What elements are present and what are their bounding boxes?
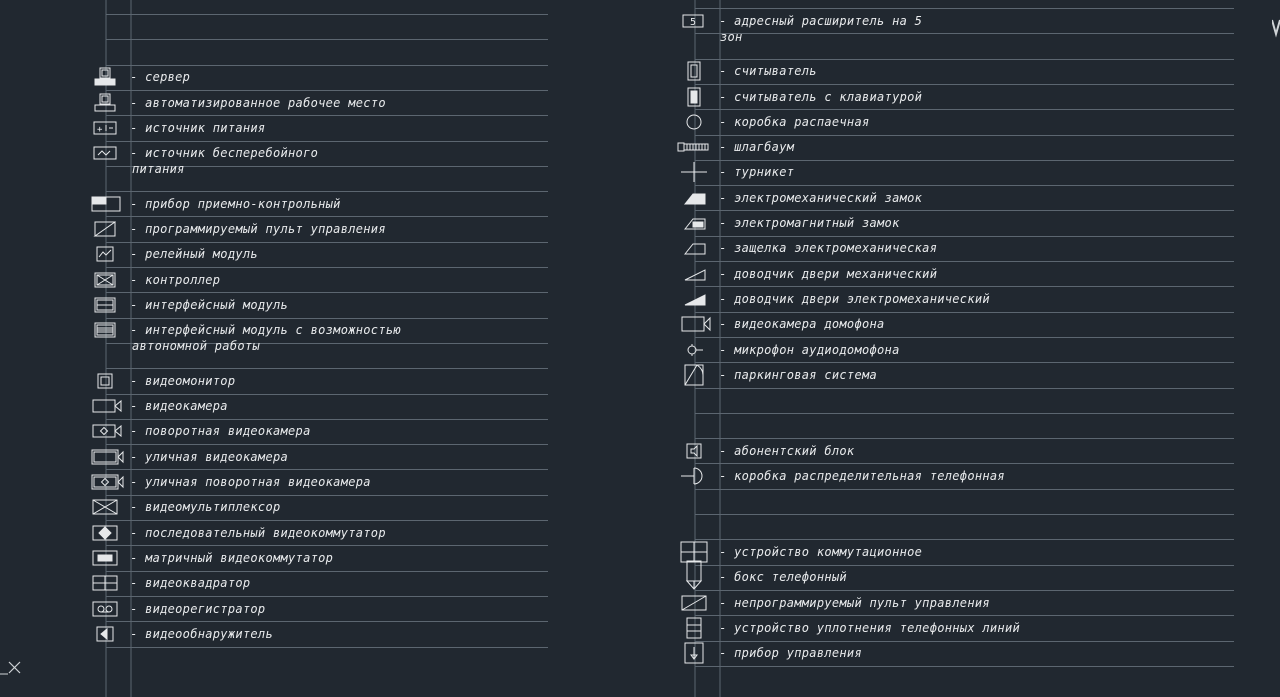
legend-text: поворотная видеокамера [145, 424, 311, 439]
outdoor-camera-icon [92, 447, 118, 467]
legend-text: устройство коммутационное [734, 544, 923, 559]
switching-device-icon [681, 542, 707, 562]
legend-text: автоматизированное рабочее место [145, 95, 386, 110]
leader-dash: - [130, 424, 146, 439]
parking-system-icon [681, 365, 707, 385]
legend-label-continuation-ups: питания [132, 162, 185, 177]
phone-box-icon [681, 567, 707, 587]
reader-keypad-icon [681, 87, 707, 107]
legend-text: паркинговая система [734, 367, 878, 382]
control-device-icon [681, 643, 707, 663]
subscriber-unit-icon [681, 441, 707, 461]
phone-distribution-box-icon [681, 466, 707, 486]
leader-dash: - [130, 399, 146, 414]
legend-text: последовательный видеокоммутатор [145, 525, 386, 540]
legend-label-intercom-camera [719, 316, 885, 332]
address-expander-icon [681, 11, 707, 31]
leader-dash: - [130, 601, 146, 616]
legend-text: коробка распаечная [734, 114, 870, 129]
reader-icon [681, 61, 707, 81]
clipped-edge-glyph [1272, 18, 1280, 38]
leader-dash: - [719, 140, 735, 155]
leader-dash: - [719, 469, 735, 484]
video-recorder-icon [92, 599, 118, 619]
legend-label-matrix-switcher [130, 550, 333, 566]
sequential-switcher-icon [92, 523, 118, 543]
nonprogrammable-console-icon [681, 593, 707, 613]
legend-label-turnstile [719, 164, 794, 180]
turnstile-icon [681, 162, 707, 182]
legend-text: устройство уплотнения телефонных линий [734, 620, 1020, 635]
leader-dash: - [130, 373, 146, 388]
legend-text: адресный расширитель на 5 [734, 13, 923, 28]
legend-label-video-multiplexer [130, 499, 281, 515]
legend-text: прибор приемно-контрольный [145, 196, 341, 211]
intercom-camera-icon [681, 314, 707, 334]
legend-text: видеоквадратор [145, 576, 251, 591]
legend-label-address-expander [719, 13, 922, 29]
leader-dash: - [719, 646, 735, 661]
leader-dash: - [719, 595, 735, 610]
electromag-lock-icon [681, 213, 707, 233]
interface-module-autonomous-icon [92, 320, 118, 340]
ptz-camera-icon [92, 421, 118, 441]
door-closer-electromech-icon [681, 289, 707, 309]
leader-dash: - [130, 525, 146, 540]
leader-dash: - [130, 550, 146, 565]
legend-text: видеокамера [145, 399, 228, 414]
junction-box-icon [681, 112, 707, 132]
legend-text: считыватель с клавиатурой [734, 89, 923, 104]
legend-label-programmable-console [130, 221, 386, 237]
legend-label-workstation [130, 95, 386, 111]
video-camera-icon [92, 396, 118, 416]
leader-dash: - [130, 70, 146, 85]
legend-label-video-recorder [130, 601, 265, 617]
legend-text: видеомонитор [145, 373, 236, 388]
control-panel-icon [92, 194, 118, 214]
leader-dash: - [130, 500, 146, 515]
controller-icon [92, 270, 118, 290]
legend-label-video-quad [130, 575, 250, 591]
legend-label-reader [719, 63, 817, 79]
barrier-icon [681, 137, 707, 157]
electromech-latch-icon [681, 238, 707, 258]
line-multiplexer-icon [681, 618, 707, 638]
intercom-mic-icon [681, 340, 707, 360]
leader-dash: - [719, 570, 735, 585]
legend-label-control-panel [130, 196, 341, 212]
leader-dash: - [130, 222, 146, 237]
leader-dash: - [719, 443, 735, 458]
legend-text: электромагнитный замок [734, 216, 900, 231]
legend-text: источник питания [145, 120, 266, 135]
legend-text: коробка распределительная телефонная [734, 469, 1005, 484]
legend-text: видеорегистратор [145, 601, 266, 616]
legend-text: микрофон аудиодомофона [734, 342, 900, 357]
legend-text: доводчик двери механический [734, 266, 938, 281]
door-closer-mech-icon [681, 264, 707, 284]
legend-text: матричный видеокоммутатор [145, 550, 334, 565]
leader-dash: - [130, 272, 146, 287]
legend-text: источник бесперебойного [145, 146, 319, 161]
leader-dash: - [130, 576, 146, 591]
leader-dash: - [130, 247, 146, 262]
legend-label-continuation-address-expander: зон [720, 29, 743, 44]
video-monitor-icon [92, 371, 118, 391]
legend-label-server [130, 69, 190, 85]
power-supply-icon [92, 118, 118, 138]
legend-label-reader-keypad [719, 89, 922, 105]
legend-label-interface-module-autonomous [130, 322, 401, 338]
legend-label-controller [130, 272, 220, 288]
leader-dash: - [719, 89, 735, 104]
legend-label-parking-system [719, 367, 877, 383]
legend-text: доводчик двери электромеханический [734, 291, 990, 306]
legend-text: защелка электромеханическая [734, 241, 938, 256]
legend-text: бокс телефонный [734, 570, 847, 585]
legend-label-barrier [719, 139, 794, 155]
leader-dash: - [719, 13, 735, 28]
leader-dash: - [719, 620, 735, 635]
legend-text: сервер [145, 70, 191, 85]
legend-label-switching-device [719, 544, 922, 560]
legend-label-electromech-lock [719, 190, 922, 206]
workstation-icon [92, 93, 118, 113]
leader-dash: - [719, 367, 735, 382]
legend-label-video-monitor [130, 373, 235, 389]
legend-label-control-device [719, 645, 862, 661]
leader-dash: - [719, 342, 735, 357]
legend-text: абонентский блок [734, 443, 855, 458]
interface-module-icon [92, 295, 118, 315]
legend-text: интерфейсный модуль [145, 297, 289, 312]
legend-label-ptz-camera [130, 423, 311, 439]
legend-text: контроллер [145, 272, 221, 287]
leader-dash: - [130, 475, 146, 490]
leader-dash: - [130, 196, 146, 211]
electromech-lock-icon [681, 188, 707, 208]
legend-label-video-detector [130, 626, 273, 642]
legend-label-video-camera [130, 398, 228, 414]
legend-label-outdoor-ptz-camera [130, 474, 371, 490]
legend-text: электромеханический замок [734, 190, 923, 205]
legend-label-continuation-interface-module-autonomous: автономной работы [132, 339, 260, 354]
legend-label-intercom-mic [719, 342, 900, 358]
relay-module-icon [92, 244, 118, 264]
legend-label-door-closer-mech [719, 266, 937, 282]
leader-dash: - [130, 323, 146, 338]
legend-label-electromech-latch [719, 240, 937, 256]
legend-text: релейный модуль [145, 247, 258, 262]
legend-label-interface-module [130, 297, 288, 313]
matrix-switcher-icon [92, 548, 118, 568]
legend-label-junction-box [719, 114, 870, 130]
legend-text: уличная видеокамера [145, 449, 289, 464]
legend-text: видеообнаружитель [145, 626, 273, 641]
legend-label-relay-module [130, 246, 258, 262]
legend-text: считыватель [734, 64, 817, 79]
ucs-axis-icon [0, 656, 26, 678]
video-quad-icon [92, 573, 118, 593]
legend-text: интерфейсный модуль с возможностью [145, 323, 401, 338]
legend-label-line-multiplexer [719, 620, 1020, 636]
leader-dash: - [130, 449, 146, 464]
legend-text: видеокамера домофона [734, 317, 885, 332]
leader-dash: - [719, 317, 735, 332]
legend-text: видеомультиплексор [145, 500, 281, 515]
leader-dash: - [719, 216, 735, 231]
legend-label-ups [130, 145, 318, 161]
legend-label-outdoor-camera [130, 449, 288, 465]
leader-dash: - [719, 241, 735, 256]
legend-label-subscriber-unit [719, 443, 854, 459]
video-multiplexer-icon [92, 497, 118, 517]
legend-label-nonprogrammable-console [719, 595, 990, 611]
legend-text: шлагбаум [734, 140, 795, 155]
programmable-console-icon [92, 219, 118, 239]
leader-dash: - [719, 64, 735, 79]
legend-text: турникет [734, 165, 795, 180]
leader-dash: - [719, 114, 735, 129]
leader-dash: - [719, 190, 735, 205]
leader-dash: - [130, 297, 146, 312]
leader-dash: - [719, 544, 735, 559]
legend-label-door-closer-electromech [719, 291, 990, 307]
ups-icon [92, 143, 118, 163]
legend-label-power-supply [130, 120, 265, 136]
legend-label-phone-distribution-box [719, 468, 1005, 484]
server-icon [92, 67, 118, 87]
legend-text: прибор управления [734, 646, 862, 661]
leader-dash: - [130, 95, 146, 110]
video-detector-icon [92, 624, 118, 644]
leader-dash: - [719, 266, 735, 281]
legend-label-phone-box [719, 569, 847, 585]
outdoor-ptz-camera-icon [92, 472, 118, 492]
leader-dash: - [130, 146, 146, 161]
leader-dash: - [719, 165, 735, 180]
leader-dash: - [130, 626, 146, 641]
leader-dash: - [719, 291, 735, 306]
legend-text: непрограммируемый пульт управления [734, 595, 990, 610]
legend-text: уличная поворотная видеокамера [145, 475, 371, 490]
svg-text:+: + [97, 124, 103, 135]
legend-text: программируемый пульт управления [145, 222, 386, 237]
svg-text:5: 5 [690, 16, 697, 28]
leader-dash: - [130, 120, 146, 135]
legend-label-electromag-lock [719, 215, 900, 231]
legend-label-sequential-switcher [130, 525, 386, 541]
